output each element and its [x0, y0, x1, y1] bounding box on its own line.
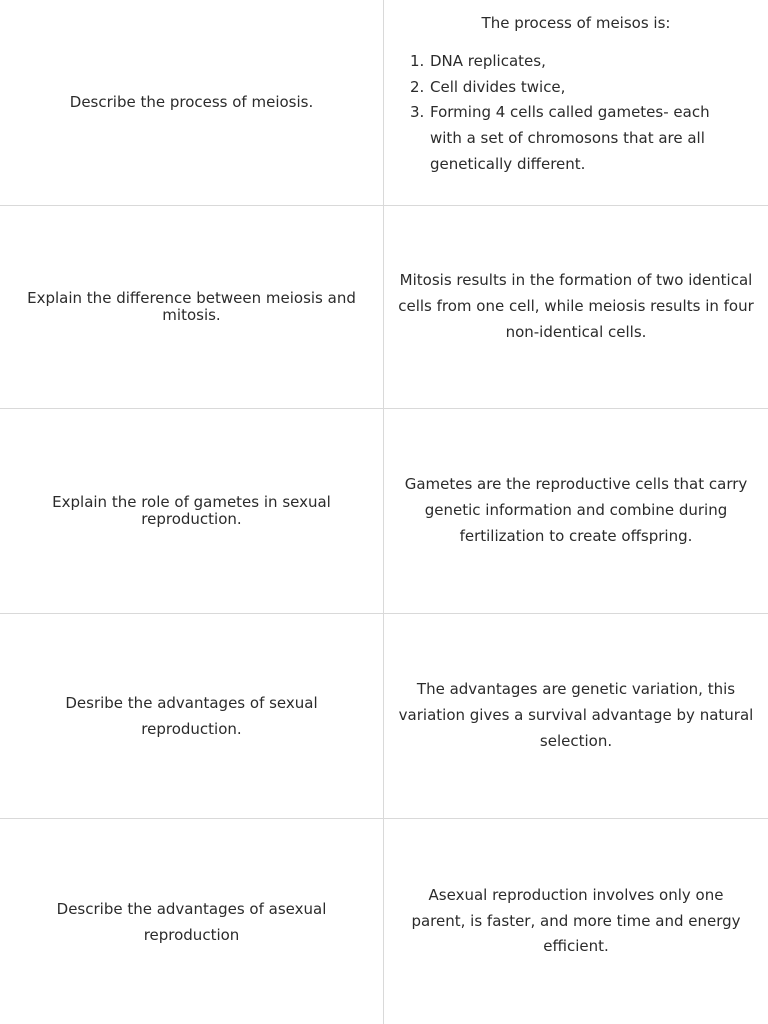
question-cell — [0, 409, 383, 613]
answer-text: The advantages are genetic variation, this variation gives a survival advantage by natural selection. — [398, 680, 754, 750]
question-cell — [0, 0, 383, 205]
answer-text: Asexual reproduction involves only one parent, is faster, and more time and energy efficient. — [411, 885, 741, 956]
question-text: Describe the advantages of asexual reproduction — [56, 899, 327, 944]
answer-intro: The process of meisos is: — [481, 14, 671, 32]
flashcard-row — [0, 614, 768, 819]
question-text: Desribe the advantages of sexual reproduction. — [65, 694, 318, 738]
answer-text: Gametes are the reproductive cells that carry genetic information and combine during fertilization to create offspring. — [404, 475, 748, 545]
flashcard-row — [0, 409, 768, 614]
step-text: Cell divides twice, — [430, 77, 566, 96]
step-number: 2. — [410, 77, 425, 96]
step-number: 3. — [410, 103, 425, 122]
question-cell — [0, 614, 383, 818]
answer-cell — [384, 614, 768, 818]
step-number: 1. — [410, 52, 425, 70]
step-text: Forming 4 cells called gametes- each with a set of chromosons that are all genetically different. — [430, 103, 710, 173]
step-text: DNA replicates, — [430, 52, 546, 70]
answer-cell — [384, 206, 768, 408]
answer-steps-list — [410, 49, 740, 178]
answer-text: Mitosis results in the formation of two identical cells from one cell, while meiosis results in four non-identical cells. — [398, 271, 754, 341]
answer-cell — [384, 819, 768, 1024]
question-cell — [0, 206, 383, 408]
question-text: Explain the role of gametes in sexual reproduction. — [52, 493, 331, 528]
flashcard-row — [0, 206, 768, 409]
answer-step — [410, 49, 740, 75]
question-text: Describe the process of meiosis. — [69, 93, 314, 111]
flashcard-row — [0, 819, 768, 1024]
flashcard-row — [0, 0, 768, 206]
answer-cell — [384, 409, 768, 613]
question-text: Explain the difference between meiosis and mitosis. — [27, 289, 356, 324]
question-cell — [0, 819, 383, 1024]
answer-step — [410, 75, 740, 101]
answer-step — [410, 100, 740, 177]
answer-cell — [384, 0, 768, 205]
